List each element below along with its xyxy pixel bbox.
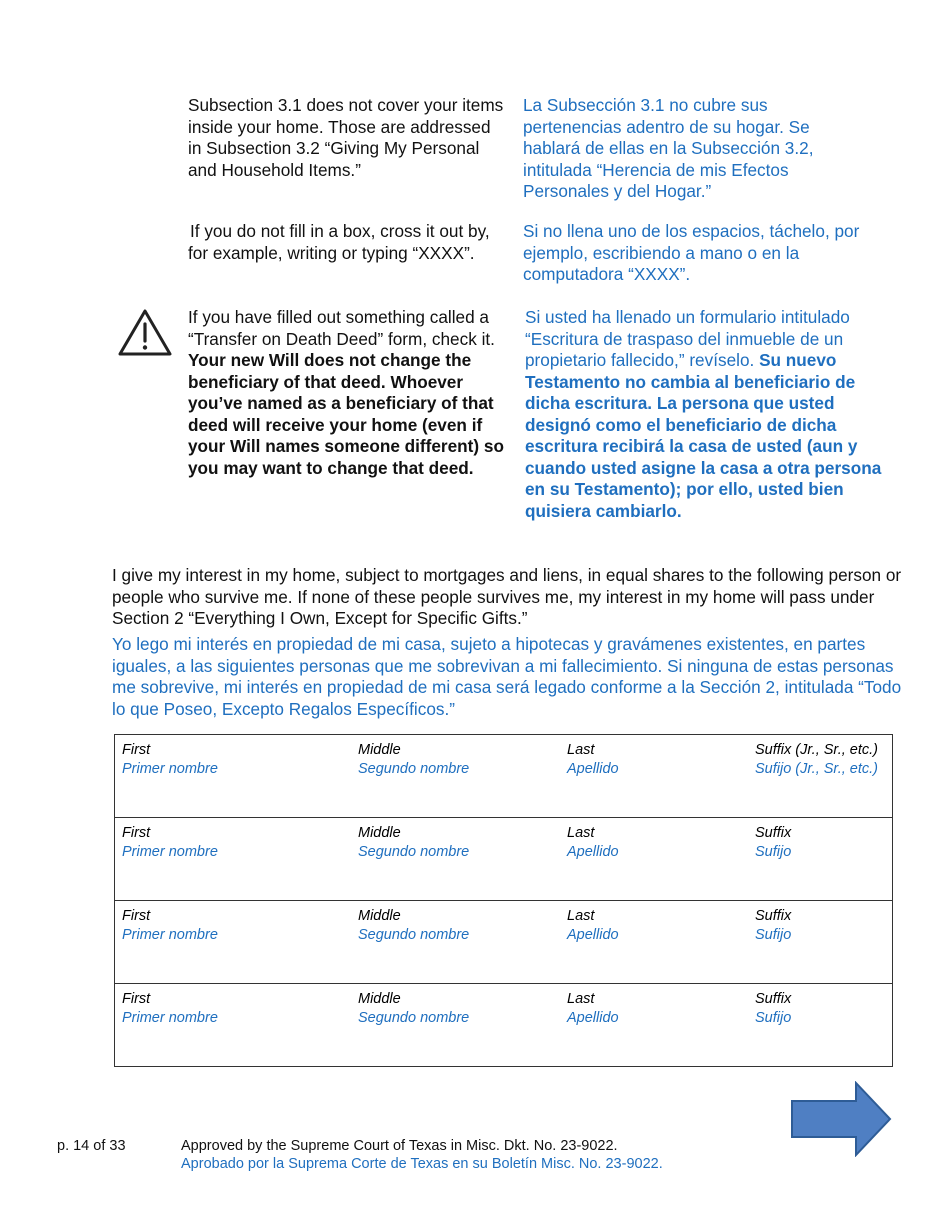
first-name-label: First Primer nombre (122, 742, 218, 777)
first-name-label: First Primer nombre (122, 908, 218, 943)
first-name-label: First Primer nombre (122, 825, 218, 860)
approval-notice-en: Approved by the Supreme Court of Texas in Misc. Dkt. No. 23-9022. (181, 1138, 618, 1154)
first-name-label: First Primer nombre (122, 991, 218, 1026)
suffix-label: Suffix Sufijo (755, 825, 792, 860)
tod-deed-warning-es-plain: Si usted ha llenado un formulario intitulado “Escritura de traspaso del inmueble de un propietario fallecido,” revíselo. (525, 307, 850, 370)
home-gift-paragraph-es: Yo lego mi interés en propiedad de mi casa, sujeto a hipotecas y gravámenes existentes, en partes iguales, a las siguientes personas que me sobrevivan a mi fallecimiento. Si ninguna de estas personas me sobrevive, mi interés en propiedad de mi casa será legado conforme a la Sección 2, intitulada “Todo lo que Poseo, Excepto Regalos Específicos.” (112, 634, 902, 719)
last-name-label: Last Apellido (567, 742, 619, 777)
middle-name-label: Middle Segundo nombre (358, 908, 470, 943)
table-row (115, 901, 893, 984)
next-page-arrow-icon[interactable] (790, 1081, 892, 1157)
middle-name-label: Middle Segundo nombre (358, 991, 470, 1026)
name-row-1[interactable] (115, 735, 893, 818)
approval-notice (181, 1138, 663, 1173)
page-number: p. 14 of 33 (57, 1138, 126, 1154)
tod-deed-warning-en-bold: Your new Will does not change the beneficiary of that deed. Whoever you’ve named as a beneficiary of that deed will receive your home (even if your Will names someone different) so you may want to change that deed. (188, 350, 504, 478)
tod-deed-warning-en-plain: If you have filled out something called a “Transfer on Death Deed” form, check it. (188, 307, 495, 349)
suffix-label: Suffix Sufijo (755, 991, 792, 1026)
suffix-label: Suffix (Jr., Sr., etc.) Sufijo (Jr., Sr., etc.) (755, 742, 879, 777)
table-row (115, 735, 893, 818)
tod-deed-warning-es (525, 307, 885, 522)
blank-box-note-en: If you do not fill in a box, cross it out by, for example, writing or typing “XXXX”. (188, 221, 490, 263)
warning-triangle-icon (117, 307, 173, 359)
subsection-note-en: Subsection 3.1 does not cover your items inside your home. Those are addressed in Subsection 3.2 “Giving My Personal and Household Items.” (188, 95, 504, 180)
last-name-label: Last Apellido (567, 908, 619, 943)
middle-name-label: Middle Segundo nombre (358, 825, 470, 860)
name-row-2[interactable] (115, 818, 893, 901)
name-row-4[interactable] (115, 984, 893, 1067)
table-row (115, 984, 893, 1067)
blank-box-note-es: Si no llena uno de los espacios, táchelo, por ejemplo, escribiendo a mano o en la computadora “XXXX”. (523, 221, 860, 284)
last-name-label: Last Apellido (567, 991, 619, 1026)
tod-deed-warning-es-bold: Su nuevo Testamento no cambia al beneficiario de dicha escritura. La persona que usted designó como el beneficiario de dicha escritura recibirá la casa de usted (aun y cuando usted asigne la casa a otra persona en su Testamento); por ello, usted bien quisiera cambiarlo. (525, 350, 882, 521)
middle-name-label: Middle Segundo nombre (358, 742, 470, 777)
subsection-note-es: La Subsección 3.1 no cubre sus pertenencias adentro de su hogar. Se hablará de ellas en la Subsección 3.2, intitulada “Herencia de mis Efectos Personales y del Hogar.” (523, 95, 814, 201)
beneficiary-name-table (114, 734, 893, 1067)
name-row-3[interactable] (115, 901, 893, 984)
table-row (115, 818, 893, 901)
approval-notice-es: Aprobado por la Suprema Corte de Texas en su Boletín Misc. No. 23-9022. (181, 1155, 663, 1172)
last-name-label: Last Apellido (567, 825, 619, 860)
suffix-label: Suffix Sufijo (755, 908, 792, 943)
home-gift-paragraph-en: I give my interest in my home, subject to mortgages and liens, in equal shares to the following person or people who survive me. If none of these people survives me, my interest in my home will pass under Section 2 “Everything I Own, Except for Specific Gifts.” (112, 565, 902, 628)
tod-deed-warning-en (188, 307, 506, 479)
